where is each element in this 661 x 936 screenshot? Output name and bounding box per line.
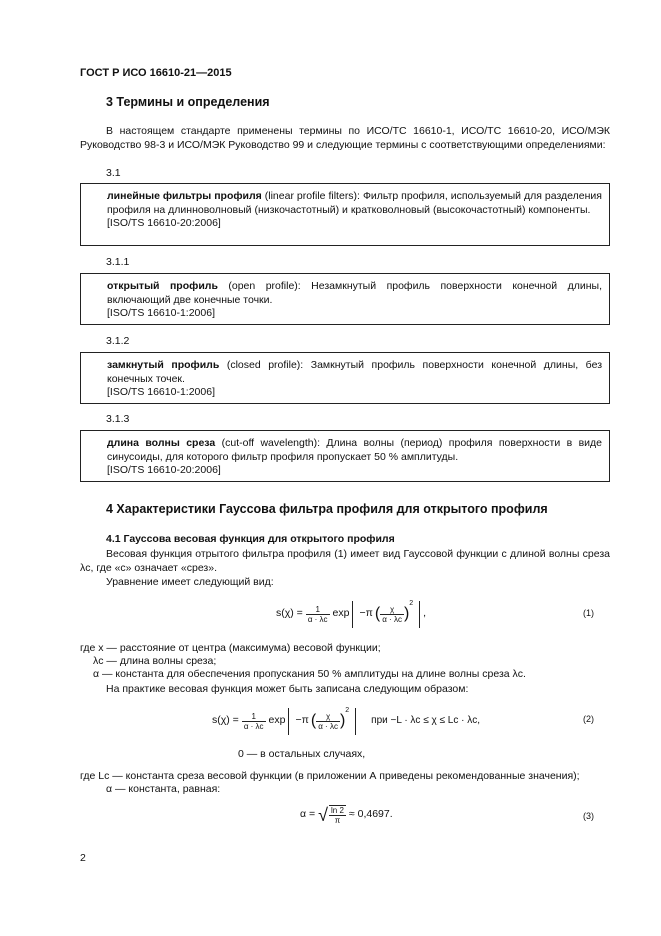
eq-denominator: α · λc <box>307 614 328 624</box>
term-text <box>107 190 602 217</box>
eq-power: 2 <box>345 707 350 715</box>
term-text <box>107 437 602 464</box>
document-header: ГОСТ Р ИСО 16610-21—2015 <box>80 67 232 79</box>
eq-rhs: ≈ 0,4697. <box>348 808 393 821</box>
eq-denominator: α · λc <box>243 721 264 731</box>
page-number: 2 <box>80 852 86 864</box>
term-definition: (cut-off wavelength): Длина волны (период) профиля поверхности в виде синусоиды, для которого фильтр профиля пропускает 50 % амплитуды. <box>107 437 602 463</box>
where-line: где Lc — константа среза весовой функции (в приложении А приведены рекомендованные значения); <box>80 770 580 782</box>
eq-exp: exp <box>268 714 286 727</box>
term-definition: (open profile): Незамкнутый профиль поверхности конечной длины, включающий две конечные точки. <box>107 280 602 306</box>
equation-number: (3) <box>583 811 594 821</box>
term-text <box>107 359 602 386</box>
eq-inner-fraction <box>316 712 340 731</box>
eq-tail: , <box>423 607 427 620</box>
equation-else: 0 — в остальных случаях, <box>238 748 366 760</box>
term-name: замкнутый профиль <box>107 359 220 371</box>
eq-condition: при −L · λc ≤ χ ≤ Lc · λc, <box>371 715 480 727</box>
eq-lhs: α = <box>300 808 316 821</box>
eq-inner-denominator: α · λc <box>318 721 338 731</box>
term-definition: (closed profile): Замкнутый профиль поверхности конечной длины, без конечных точек. <box>107 359 603 385</box>
where-line: где x — расстояние от центра (максимума) весовой функции; <box>80 642 381 654</box>
equation-1 <box>276 594 426 634</box>
eq-bracket <box>352 601 420 628</box>
term-text <box>107 280 602 307</box>
section-3-title: 3 Термины и определения <box>106 95 270 109</box>
eq-paren-open: ( <box>310 712 317 730</box>
where-line: α — константа для обеспечения пропускания 50 % амплитуды на длине волны среза λc. <box>93 668 526 680</box>
eq-inner-fraction <box>380 605 404 624</box>
term-box <box>80 273 610 325</box>
paragraph: Уравнение имеет следующий вид: <box>106 576 274 588</box>
eq-paren-close: ) <box>339 712 346 730</box>
equation-3 <box>300 800 393 830</box>
term-definition: (linear profile filters): Фильтр профиля, используемый для разделения профиля на длинноволновый (низкочастотный) и кратковолновый (высокочастотный) компоненты. <box>107 190 602 216</box>
eq-paren-close: ) <box>403 605 410 623</box>
where-line: λc — длина волны среза; <box>93 655 217 667</box>
term-box <box>80 183 610 246</box>
term-box <box>80 352 610 404</box>
equation-2 <box>212 700 480 742</box>
equation-number: (1) <box>583 608 594 618</box>
term-name: открытый профиль <box>107 280 218 292</box>
eq-fraction <box>242 712 266 731</box>
eq-rad-numerator: ln 2 <box>331 806 344 815</box>
eq-inner-denominator: α · λc <box>382 614 402 624</box>
equation-number: (2) <box>583 714 594 724</box>
eq-lhs: s(χ) = <box>212 714 239 727</box>
eq-lhs: s(χ) = <box>276 607 303 620</box>
eq-fraction <box>306 605 330 624</box>
section-3-intro: В настоящем стандарте применены термины по ИСО/ТС 16610-1, ИСО/ТС 16610-20, ИСО/МЭК Руководство 98-3 и ИСО/МЭК Руководство 99 и следующие термины с соответствующими определениями: <box>80 125 610 151</box>
term-number: 3.1.2 <box>106 335 130 347</box>
eq-numerator: 1 <box>242 712 266 722</box>
subsection-4-1-title: 4.1 Гауссова весовая функция для открытого профиля <box>106 533 395 545</box>
sqrt-icon: √ <box>318 805 329 825</box>
term-name: линейные фильтры профиля <box>107 190 262 202</box>
eq-rad-denominator: π <box>334 816 341 825</box>
eq-numerator: 1 <box>306 605 330 615</box>
term-number: 3.1.1 <box>106 256 130 268</box>
eq-inner-numerator: χ <box>316 712 340 722</box>
term-reference: [ISO/TS 16610-1:2006] <box>107 386 215 398</box>
eq-power: 2 <box>409 600 414 608</box>
eq-paren-open: ( <box>374 605 381 623</box>
term-reference: [ISO/TS 16610-20:2006] <box>107 464 221 476</box>
term-number: 3.1 <box>106 167 121 179</box>
eq-minus-pi: −π <box>359 607 373 620</box>
section-4-title: 4 Характеристики Гауссова фильтра профиля для открытого профиля <box>106 502 548 516</box>
term-box <box>80 430 610 482</box>
eq-radicand <box>329 805 346 825</box>
term-reference: [ISO/TS 16610-20:2006] <box>107 217 221 229</box>
term-number: 3.1.3 <box>106 413 130 425</box>
paragraph: На практике весовая функция может быть записана следующим образом: <box>106 683 469 695</box>
paragraph: Весовая функция отрытого фильтра профиля (1) имеет вид Гауссовой функции с длиной волны среза λc, где «с» означает «срез». <box>80 548 610 574</box>
eq-minus-pi: −π <box>295 714 309 727</box>
eq-bracket <box>288 708 356 735</box>
term-name: длина волны среза <box>107 437 216 449</box>
where-line: α — константа, равная: <box>106 783 221 795</box>
eq-exp: exp <box>332 607 350 620</box>
eq-inner-numerator: χ <box>380 605 404 615</box>
term-reference: [ISO/TS 16610-1:2006] <box>107 307 215 319</box>
